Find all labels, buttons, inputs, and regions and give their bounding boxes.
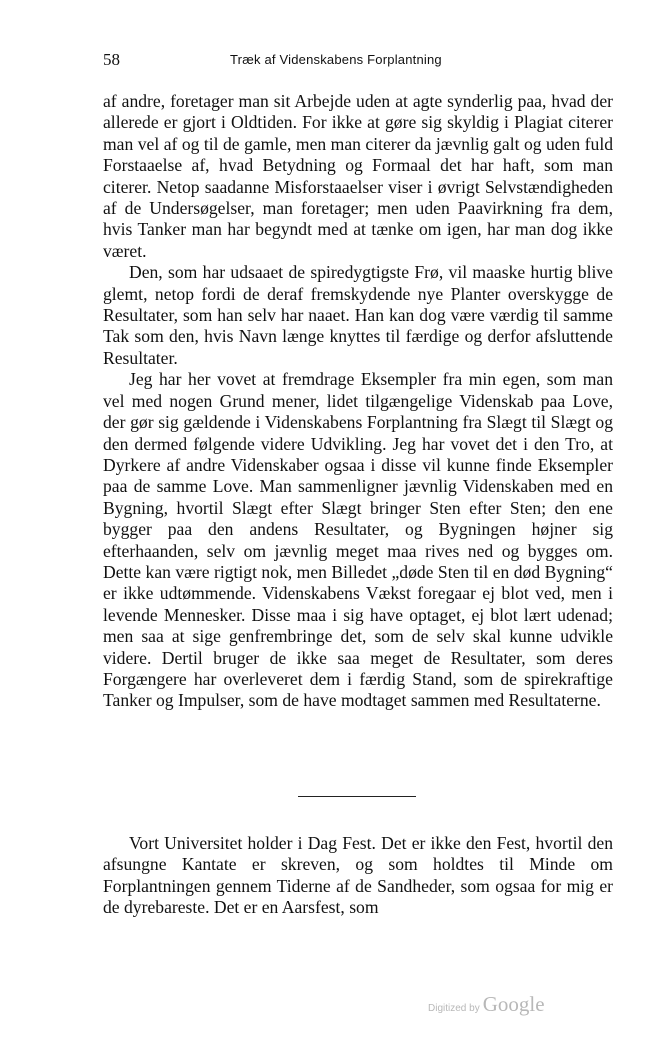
running-title: Træk af Videnskabens Forplantning — [230, 52, 442, 67]
watermark-prefix: Digitized by — [428, 1003, 480, 1014]
google-logo: Google — [482, 992, 545, 1016]
main-text — [103, 91, 613, 712]
paragraph-continued: af andre, foretager man sit Arbejde uden at agte synderlig paa, hvad der allerede er gjort i Oldtiden. For ikke at gøre sig skyldig i Plagiat citerer man vel af og til de gamle, men man citerer da jævnlig galt og uden fuld Forstaaelse af, hvad Betydning og Formaal det har haft, som man citerer. Netop saadanne Misforstaaelser viser i øvrigt Selvstændigheden af de Undersøgelser, man foretager; men uden Paavirkning fra dem, hvis Tanker man har begyndt med at tænke om igen, har man dog ikke været. — [103, 91, 613, 261]
paragraph: Vort Universitet holder i Dag Fest. Det er ikke den Fest, hvortil den afsungne Kantate er skreven, og som holdtes til Minde om Forplantningen gennem Tiderne af de Sandheder, som ogsaa for mig er de dyrebareste. Det er en Aarsfest, som — [103, 833, 613, 918]
page-number: 58 — [103, 50, 120, 69]
paragraph: Jeg har her vovet at fremdrage Eksempler fra min egen, som man vel med nogen Grund mener, lidet tilgængelige Videnskab paa Love, der gør sig gældende i Videnskabens Forplantning fra Slægt til Slægt og den dermed følgende videre Udvikling. Jeg har vovet det i den Tro, at Dyrkere af andre Videnskaber ogsaa i disse vil kunne finde Eksempler paa de samme Love. Man sammenligner jævnlig Videnskaben med en Bygning, hvortil Slægt efter Slægt bringer Sten efter Sten; den ene bygger paa den andens Resultater, og Bygningen højner sig efterhaanden, selv om jævnlig meget maa rives ned og bygges om. Dette kan være rigtigt nok, men Billedet „døde Sten til en død Bygning“ er ikke udtømmende. Videnskabens Vækst foregaar ej blot ved, men i levende Mennesker. Disse maa i sig have optaget, ej blot lært udenad; men saa at sige genfrembringe det, som de selv skal kunne udvikle videre. Dertil bruger de ikke saa meget de Resultater, som deres Forgængere har overleveret dem i færdig Stand, som de spirekraftige Tanker og Impulser, som de have modtaget sammen med Resultaterne. — [103, 369, 613, 711]
section-separator — [298, 796, 416, 797]
section-text — [103, 833, 613, 919]
paragraph: Den, som har udsaaet de spiredygtigste Frø, vil maaske hurtig blive glemt, netop fordi de deraf fremskydende nye Planter overskygge de Resultater, som han selv har naaet. Han kan dog være værdig til samme Tak som den, hvis Navn længe knyttes til færdige og derfor afsluttende Resultater. — [103, 262, 613, 368]
digitized-watermark — [428, 992, 545, 1017]
